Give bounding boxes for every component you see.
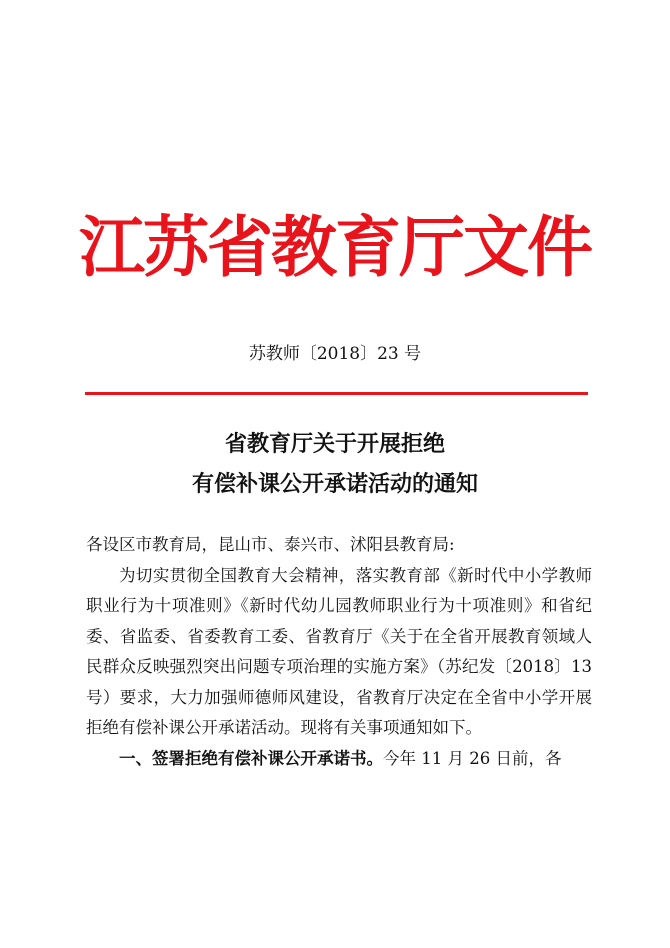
section-1-text: 今年 11 月 26 日前，各 [383, 748, 562, 768]
paragraph-intro: 为切实贯彻全国教育大会精神，落实教育部《新时代中小学教师职业行为十项准则》《新时代幼儿园教师职业行为十项准则》和省纪委、省监委、省委教育工委、省教育厅《关于在全省开展教育领域人民群众反映强烈突出问题专项治理的实施方案》（苏纪发〔2018〕13 号）要求，大力加强师德师风建设，省教育厅决定在全省中小学开展拒绝有偿补课公开承诺活动。现将有关事项通知如下。 [86, 565, 592, 737]
document-body [86, 530, 592, 774]
salutation: 各设区市教育局，昆山市、泰兴市、沭阳县教育局: [86, 535, 455, 554]
document-title-line-2: 有偿补课公开承诺活动的通知 [191, 471, 478, 497]
section-1 [86, 744, 592, 775]
issuing-authority-header: 江苏省教育厅文件 [79, 209, 591, 286]
document-title [0, 424, 670, 504]
section-1-heading: 一、签署拒绝有偿补课公开承诺书。 [119, 748, 383, 768]
document-number: 苏教师〔2018〕23 号 [248, 344, 422, 364]
document-title-line-1: 省教育厅关于开展拒绝 [224, 431, 445, 457]
red-divider-line [85, 392, 588, 395]
